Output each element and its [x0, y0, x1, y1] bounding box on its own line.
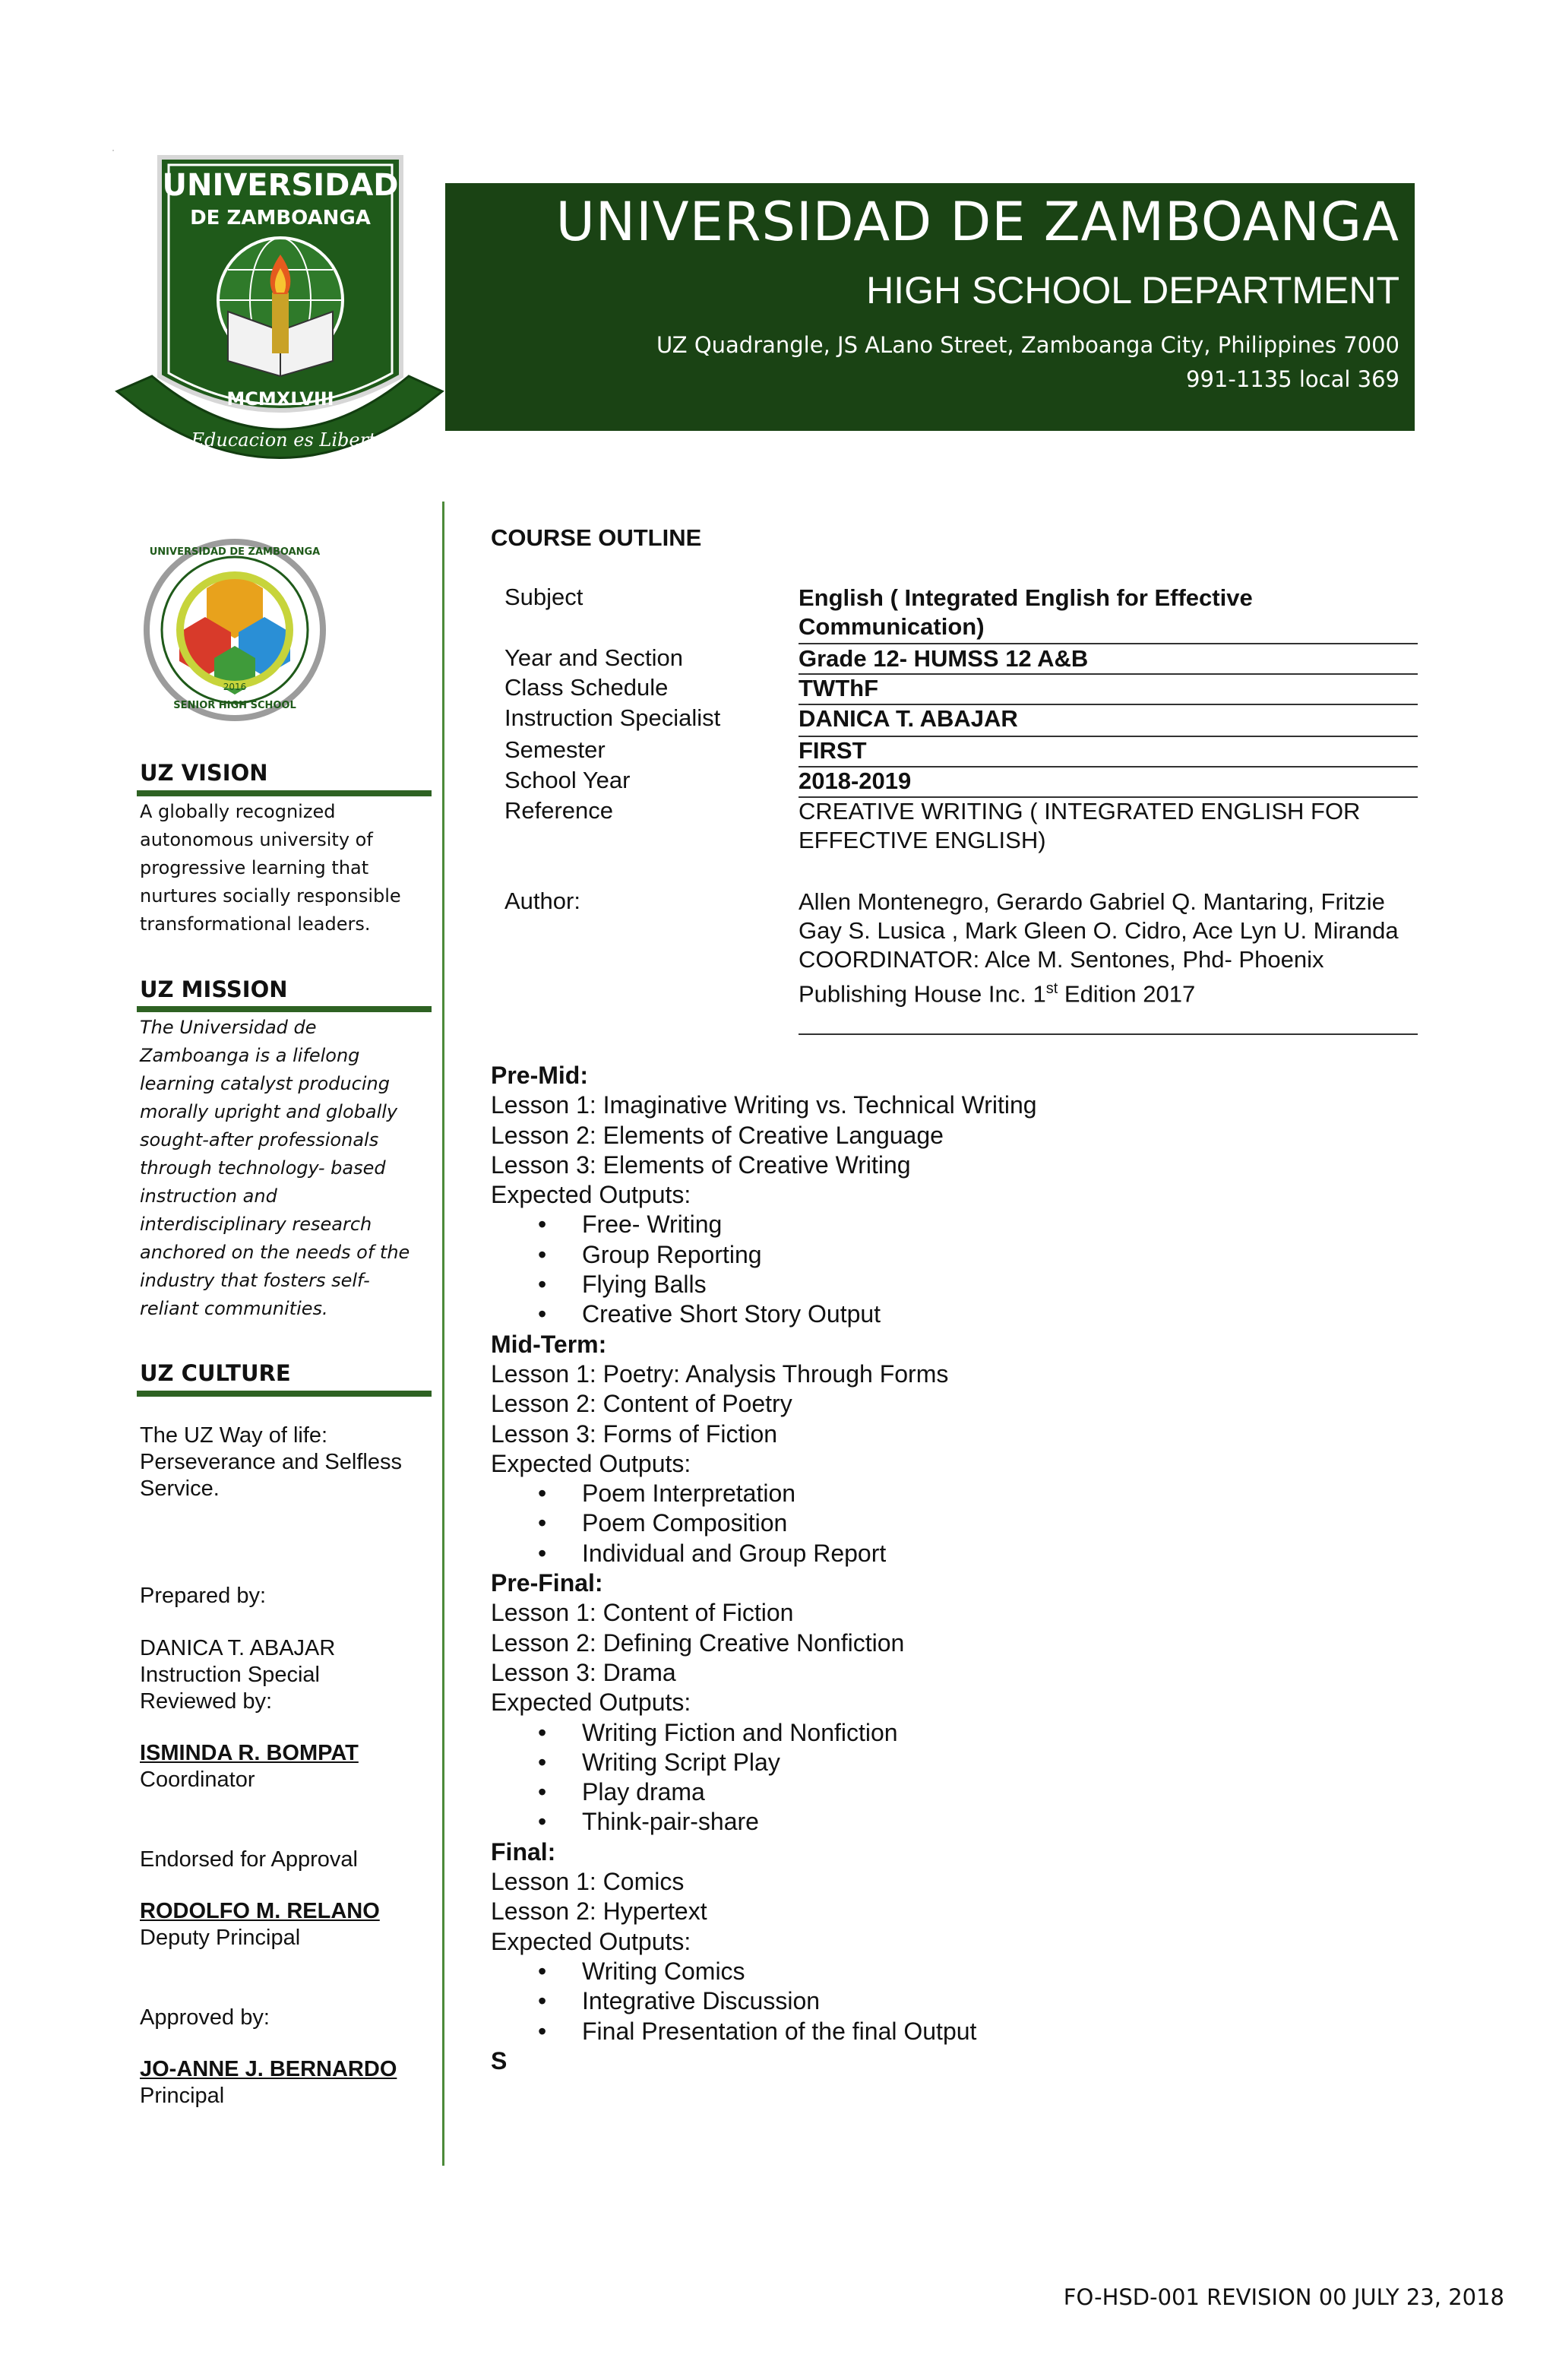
address: UZ Quadrangle, JS ALano Street, Zamboanga City, Philippines 7000 [656, 332, 1399, 358]
vision-underline [137, 790, 432, 796]
year-section-value: Grade 12- HUMSS 12 A&B [799, 645, 1089, 672]
preparer-role: Instruction Special [140, 1663, 320, 1687]
trailing-letter: S [491, 2046, 508, 2075]
university-title: UNIVERSIDAD DE ZAMBOANGA [555, 191, 1399, 253]
premid-heading: Pre-Mid: [491, 1062, 588, 1089]
author-label: Author: [504, 888, 580, 914]
instruction-specialist-value: DANICA T. ABAJAR [799, 705, 1018, 732]
shs-ring-text: UNIVERSIDAD DE ZAMBOANGA [149, 546, 321, 558]
prefinal-lesson: Lesson 3: Drama [491, 1658, 676, 1686]
prefinal-outputs-label: Expected Outputs: [491, 1688, 691, 1717]
output-item: • Poem Interpretation [491, 1479, 1418, 1508]
culture-underline [137, 1391, 432, 1397]
endorsed-label: Endorsed for Approval [140, 1847, 358, 1872]
approver-role: Principal [140, 2084, 225, 2108]
culture-heading: UZ CULTURE [140, 1360, 291, 1386]
seal-year: MCMXLVIII [226, 388, 334, 410]
school-year-label: School Year [504, 767, 631, 793]
school-year-value: 2018-2019 [799, 767, 912, 794]
university-seal-logo [114, 148, 445, 490]
subject-label: Subject [504, 584, 584, 610]
author-value: Allen Montenegro, Gerardo Gabriel Q. Mantaring, Fritzie Gay S. Lusica , Mark Gleen O. Cidro, Ace Lyn U. Miranda COORDINATOR: Alce M. Sentones, Phd- Phoenix Publishing House Inc. 1st Edition 2017 [799, 888, 1399, 1008]
output-item: • Writing Fiction and Nonfiction [491, 1718, 1418, 1748]
shs-bottom-text: SENIOR HIGH SCHOOL [173, 700, 296, 711]
premid-lesson: Lesson 3: Elements of Creative Writing [491, 1150, 911, 1179]
mission-text: The Universidad de Zamboanga is a lifelong learning catalyst producing morally upright and globally sought-after professionals through technology- based instruction and interdisciplinary research anchored on the needs of the industry that fosters self- reliant communities. [140, 1017, 410, 1319]
reviewer-role: Coordinator [140, 1768, 255, 1792]
culture-text: The UZ Way of life: Perseverance and Selfless Service. [140, 1423, 402, 1501]
output-item: • Writing Script Play [491, 1748, 1418, 1777]
class-schedule-label: Class Schedule [504, 674, 669, 701]
senior-high-school-logo [141, 532, 328, 728]
final-lesson: Lesson 1: Comics [491, 1868, 685, 1896]
endorser-role: Deputy Principal [140, 1926, 301, 1950]
endorser-name: RODOLFO M. RELANO [140, 1899, 380, 1923]
output-item: • Poem Composition [491, 1508, 1418, 1538]
phone: 991-1135 local 369 [1186, 366, 1399, 392]
vision-heading: UZ VISION [140, 760, 268, 786]
reference-value: CREATIVE WRITING ( INTEGRATED ENGLISH FOR EFFECTIVE ENGLISH) [799, 798, 1361, 853]
mission-heading: UZ MISSION [140, 976, 288, 1002]
final-lesson: Lesson 2: Hypertext [491, 1897, 707, 1926]
seal-top-text: UNIVERSIDAD [162, 168, 399, 203]
shs-year: 2016 [223, 682, 247, 692]
outline-list [491, 1061, 1418, 2076]
premid-outputs-label: Expected Outputs: [491, 1181, 691, 1209]
output-item: • Flying Balls [491, 1270, 1418, 1299]
form-revision-footer: FO-HSD-001 REVISION 00 JULY 23, 2018 [1063, 2284, 1504, 2310]
output-item: • Group Reporting [491, 1240, 1418, 1270]
output-item: • Writing Comics [491, 1957, 1418, 1986]
seal-motto: La Educacion es Libertad [162, 429, 399, 451]
department-title: HIGH SCHOOL DEPARTMENT [866, 269, 1399, 312]
reviewed-label: Reviewed by: [140, 1689, 273, 1714]
prefinal-lesson: Lesson 1: Content of Fiction [491, 1599, 794, 1627]
seal-sub-text: DE ZAMBOANGA [190, 207, 371, 229]
output-item: • Free- Writing [491, 1210, 1418, 1239]
course-outline-title: COURSE OUTLINE [491, 524, 702, 551]
semester-value: FIRST [799, 737, 867, 764]
sidebar-divider [442, 502, 444, 2166]
midterm-lesson: Lesson 1: Poetry: Analysis Through Forms [491, 1359, 949, 1388]
prefinal-heading: Pre-Final: [491, 1569, 603, 1597]
year-section-label: Year and Section [504, 644, 683, 671]
premid-lesson: Lesson 1: Imaginative Writing vs. Technical Writing [491, 1091, 1037, 1119]
reviewer-name: ISMINDA R. BOMPAT [140, 1741, 359, 1765]
midterm-outputs-label: Expected Outputs: [491, 1449, 691, 1477]
row-rule [799, 1033, 1418, 1035]
vision-text: A globally recognized autonomous university of progressive learning that nurtures socially responsible transformational leaders. [140, 801, 401, 935]
final-heading: Final: [491, 1837, 556, 1866]
preparer-name: DANICA T. ABAJAR [140, 1636, 336, 1660]
semester-label: Semester [504, 736, 606, 763]
instruction-specialist-label: Instruction Specialist [504, 704, 721, 731]
midterm-lesson: Lesson 2: Content of Poetry [491, 1390, 792, 1418]
output-item: • Integrative Discussion [491, 1986, 1418, 2016]
subject-value: English ( Integrated English for Effective Communication) [799, 584, 1253, 640]
approver-name: JO-ANNE J. BERNARDO [140, 2057, 397, 2081]
premid-lesson: Lesson 2: Elements of Creative Language [491, 1121, 944, 1149]
mission-underline [137, 1006, 432, 1012]
output-item: • Final Presentation of the final Output [491, 2017, 1418, 2046]
prepared-label: Prepared by: [140, 1584, 267, 1608]
class-schedule-value: TWThF [799, 675, 879, 701]
final-outputs-label: Expected Outputs: [491, 1927, 691, 1955]
prefinal-lesson: Lesson 2: Defining Creative Nonfiction [491, 1628, 905, 1657]
output-item: • Individual and Group Report [491, 1539, 1418, 1568]
reference-label: Reference [504, 797, 614, 824]
output-item: • Play drama [491, 1777, 1418, 1807]
midterm-lesson: Lesson 3: Forms of Fiction [491, 1419, 778, 1448]
output-item: • Creative Short Story Output [491, 1299, 1418, 1329]
approved-label: Approved by: [140, 2005, 270, 2030]
output-item: • Think-pair-share [491, 1807, 1418, 1837]
midterm-heading: Mid-Term: [491, 1330, 607, 1358]
